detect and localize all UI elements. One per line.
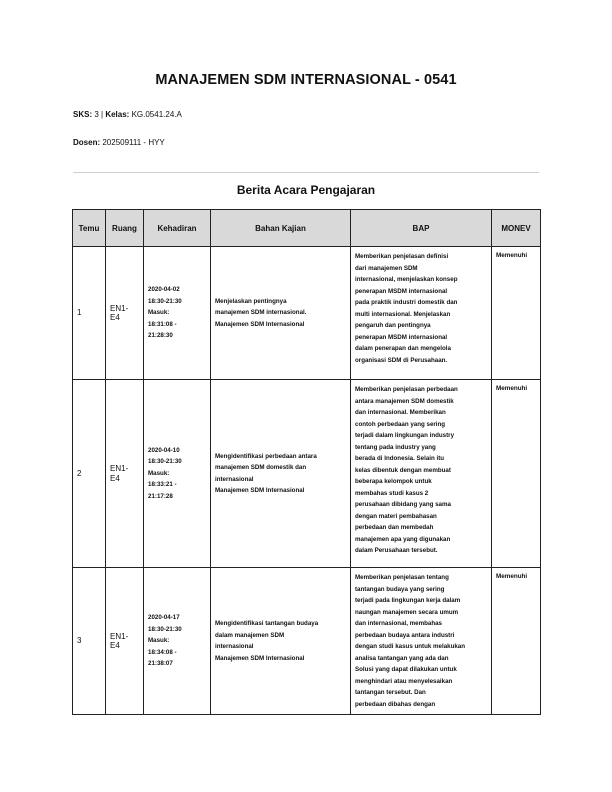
bap-line: menghindari atau menyelesaikan — [355, 677, 453, 685]
bahan-kajian-cell — [211, 247, 351, 380]
table-row — [73, 568, 541, 715]
bap-line: dalam penerapan dan mengelola — [355, 345, 451, 352]
section-title: Berita Acara Pengajaran — [236, 183, 376, 197]
bahan-kajian-line: internasional — [215, 475, 254, 483]
bap-line: penerapan MSDM internasional — [355, 333, 448, 341]
kehadiran-line: 21:28:30 — [148, 332, 173, 340]
bap-line: tantangan tersebut. Dan — [355, 689, 426, 696]
table-row — [73, 380, 541, 568]
bap-line: dengan materi pembahasan — [355, 512, 437, 520]
bap-line: multi internasional. Menjelaskan — [355, 310, 451, 318]
ruang-line: E4 — [110, 473, 120, 483]
bap-line: perusahaan dibidang yang sama — [355, 501, 451, 508]
temu-cell: 2 — [73, 380, 106, 568]
bap-line: contoh perbedaan yang sering — [355, 420, 446, 428]
kehadiran-line: Masuk: — [148, 469, 170, 477]
bap-line: analisa tantangan yang ada dan — [355, 654, 449, 662]
sks-value: 3 | — [92, 110, 106, 119]
col-header-kehadiran: Kehadiran — [144, 210, 211, 247]
ruang-cell — [106, 380, 144, 568]
bap-line: berada di Indonesia. Selain itu — [355, 455, 445, 462]
bahan-kajian-cell — [211, 380, 351, 568]
monev-cell: Memenuhi — [492, 247, 541, 380]
bap-line: pada praktik industri domestik dan — [355, 299, 458, 306]
sks-label: SKS: — [73, 110, 93, 119]
bap-line: perbedaan dibahas dengan — [355, 700, 436, 708]
monev-cell: Memenuhi — [492, 568, 541, 715]
kehadiran-cell — [144, 380, 211, 568]
bap-line: kelas dibentuk dengan membuat — [355, 466, 451, 474]
bap-line: organisasi SDM di Perusahaan. — [355, 356, 448, 364]
monev-cell: Memenuhi — [492, 380, 541, 568]
kehadiran-line: Masuk: — [148, 309, 170, 317]
bap-cell — [351, 247, 492, 380]
table-row — [73, 247, 541, 380]
bahan-kajian-line: Manajemen SDM Internasional — [215, 654, 305, 662]
col-header-bahan-kajian: Bahan Kajian — [211, 210, 351, 247]
bap-line: dari manajemen SDM — [355, 264, 418, 272]
kehadiran-line: 21:17:28 — [148, 492, 173, 500]
bap-line: dan internasional. Memberikan — [355, 409, 446, 416]
kehadiran-line: 18:30-21:30 — [148, 458, 182, 466]
col-header-temu: Temu — [73, 210, 106, 247]
table-header-row — [73, 210, 541, 247]
bap-line: pengaruh dan pentingnya — [355, 322, 431, 329]
bap-line: dengan studi kasus untuk melakukan — [355, 643, 466, 650]
teaching-record-table — [72, 209, 541, 715]
ruang-line: E4 — [110, 313, 120, 322]
ruang-line: EN1- — [110, 464, 129, 473]
temu-cell: 1 — [73, 247, 106, 380]
ruang-line: EN1- — [110, 631, 129, 641]
bap-line: dan internasional, membahas — [355, 620, 442, 627]
col-header-bap: BAP — [351, 210, 492, 247]
bap-line: beberapa kelompok untuk — [355, 478, 432, 485]
kelas-value: KG.0541.24.A — [129, 110, 182, 119]
bap-line: antara manajemen SDM domestik — [355, 397, 454, 405]
bap-line: Solusi yang dapat dilakukan untuk — [355, 666, 457, 673]
kehadiran-line: Masuk: — [148, 637, 170, 645]
bap-line: Memberikan penjelasan perbedaan — [355, 386, 458, 393]
bap-line: dalam Perusahaan tersebut. — [355, 547, 438, 554]
kehadiran-line: 18:33:21 - — [148, 481, 177, 489]
kehadiran-line: 18:31:08 - — [148, 320, 177, 328]
ruang-line: E4 — [110, 641, 120, 650]
kehadiran-cell — [144, 247, 211, 380]
bahan-kajian-line: Menjelaskan pentingnya — [215, 297, 287, 305]
bahan-kajian-line: Manajemen SDM Internasional — [215, 320, 305, 328]
bap-line: manajemen apa yang digunakan — [355, 535, 451, 543]
bahan-kajian-line: Mengidentifikasi perbedaan antara — [215, 452, 317, 460]
dosen-value: 202509111 - HYY — [100, 138, 165, 147]
bahan-kajian-line: manajemen SDM domestik dan — [215, 464, 307, 471]
ruang-cell — [106, 247, 144, 380]
bap-cell — [351, 380, 492, 568]
bap-line: Memberikan penjelasan definisi — [355, 253, 449, 260]
bap-line: tentang pada industry yang — [355, 443, 436, 451]
kehadiran-line: 18:30-21:30 — [148, 625, 182, 633]
page-title: MANAJEMEN SDM INTERNASIONAL - 0541 — [155, 72, 457, 88]
dosen-label: Dosen: — [73, 138, 101, 147]
bap-line: tantangan budaya yang sering — [355, 585, 445, 593]
kehadiran-line: 2020-04-10 — [148, 446, 180, 454]
bap-line: naungan manajemen secara umum — [355, 608, 459, 616]
bahan-kajian-line: Mengidentifikasi tantangan budaya — [215, 620, 319, 627]
bap-line: perbedaan budaya antara industri — [355, 631, 455, 639]
col-header-ruang: Ruang — [106, 210, 144, 247]
bahan-kajian-cell — [211, 568, 351, 715]
temu-cell: 3 — [73, 568, 106, 715]
bap-line: terjadi dalam lingkungan industry — [355, 432, 455, 439]
ruang-line: EN1- — [110, 303, 129, 313]
lecturer-info — [73, 138, 165, 147]
bap-line: membahas studi kasus 2 — [355, 489, 429, 497]
bahan-kajian-line: manajemen SDM internasional. — [215, 309, 307, 317]
divider — [73, 172, 539, 173]
kehadiran-line: 18:34:08 - — [148, 648, 177, 656]
bap-line: perbedaan dan membedah — [355, 524, 434, 531]
bap-line: Memberikan penjelasan tentang — [355, 574, 449, 581]
bap-line: terjadi pada lingkungan kerja dalam — [355, 597, 461, 604]
kehadiran-cell — [144, 568, 211, 715]
bahan-kajian-line: dalam manajemen SDM — [215, 631, 285, 639]
ruang-cell — [106, 568, 144, 715]
kehadiran-line: 18:30-21:30 — [148, 297, 182, 305]
bap-line: penerapan MSDM internasional — [355, 287, 448, 295]
kehadiran-line: 21:38:07 — [148, 660, 173, 668]
bap-cell — [351, 568, 492, 715]
course-info — [73, 110, 182, 119]
kelas-label: Kelas: — [105, 110, 130, 119]
kehadiran-line: 2020-04-02 — [148, 286, 180, 294]
col-header-monev: MONEV — [492, 210, 541, 247]
kehadiran-line: 2020-04-17 — [148, 614, 180, 622]
bahan-kajian-line: Manajemen SDM Internasional — [215, 487, 305, 494]
bap-line: internasional, menjelaskan konsep — [355, 276, 458, 283]
bahan-kajian-line: internasional — [215, 643, 254, 650]
